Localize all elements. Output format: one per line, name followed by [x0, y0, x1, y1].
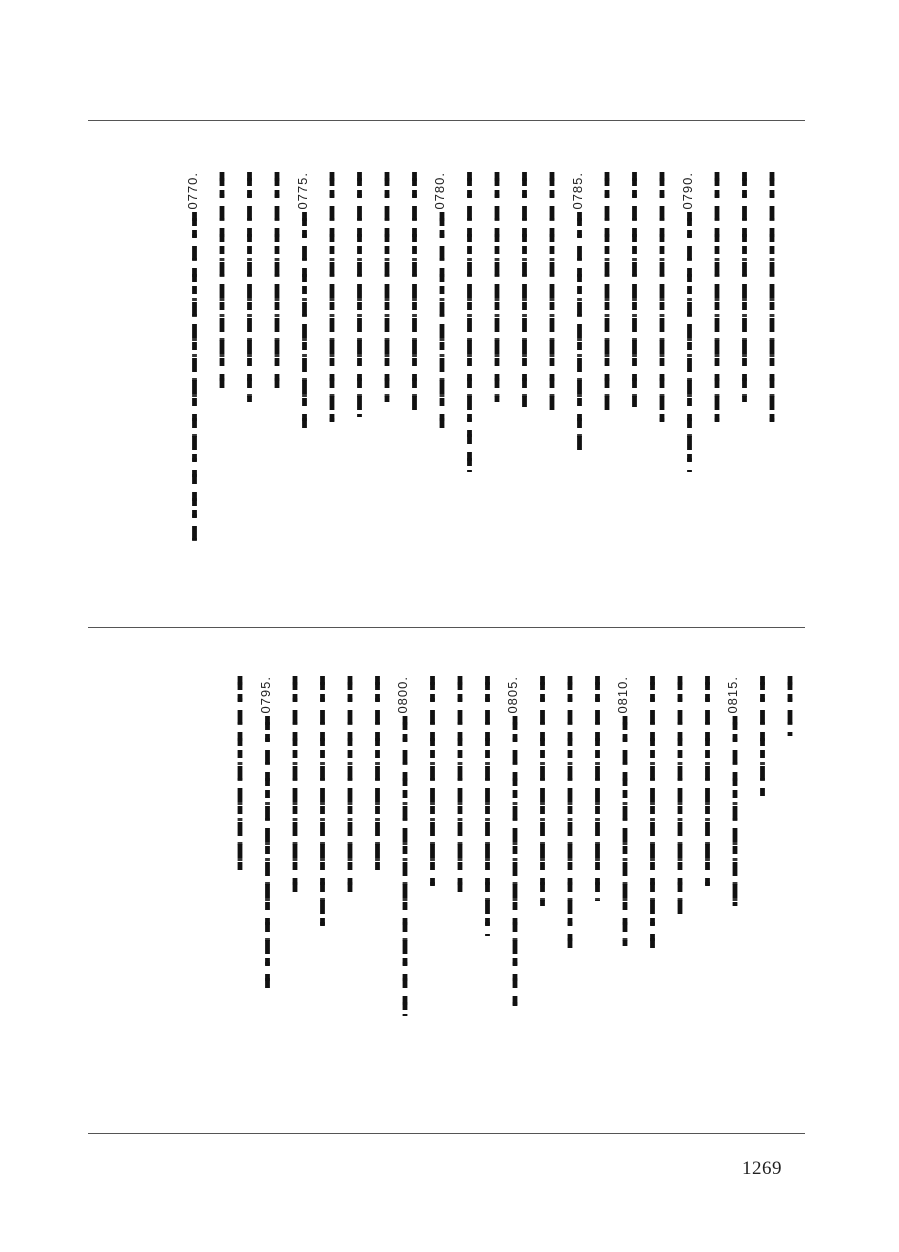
mongolian-script-line [242, 172, 258, 402]
mongolian-script-line [682, 212, 698, 472]
script-glyphs [407, 172, 423, 412]
mongolian-script-line [709, 172, 725, 422]
script-glyphs [782, 676, 798, 736]
mongolian-script-line [544, 172, 560, 412]
mongolian-script-line [517, 172, 533, 407]
mongolian-script-line [324, 172, 340, 422]
bottom-rule [88, 1133, 805, 1134]
script-glyphs [562, 676, 578, 956]
line-number: 0810. [615, 676, 630, 714]
mongolian-script-line [507, 716, 523, 1006]
mongolian-script-line [434, 212, 450, 432]
script-glyphs [544, 172, 560, 412]
script-glyphs [269, 172, 285, 392]
script-glyphs [379, 172, 395, 402]
upper-text-block [90, 168, 790, 498]
line-number: 0800. [395, 676, 410, 714]
mongolian-script-line [315, 676, 331, 926]
script-glyphs [727, 716, 743, 906]
script-glyphs [737, 172, 753, 402]
mongolian-script-line [727, 716, 743, 906]
line-number: 0805. [505, 676, 520, 714]
mongolian-script-line [755, 676, 771, 796]
script-glyphs [627, 172, 643, 407]
lower-text-block [90, 672, 790, 1002]
mongolian-script-line [700, 676, 716, 886]
script-glyphs [517, 172, 533, 407]
mongolian-script-line [407, 172, 423, 412]
mongolian-script-line [462, 172, 478, 472]
mongolian-script-line [782, 676, 798, 736]
mongolian-script-line [764, 172, 780, 422]
script-glyphs [287, 676, 303, 896]
mongolian-script-line [737, 172, 753, 402]
line-number: 0795. [257, 676, 273, 714]
top-rule [88, 120, 805, 121]
script-glyphs [672, 676, 688, 916]
mongolian-script-line [232, 676, 248, 876]
script-glyphs [425, 676, 441, 886]
script-glyphs [187, 212, 203, 542]
mongolian-script-line [562, 676, 578, 956]
script-glyphs [489, 172, 505, 402]
script-glyphs [260, 716, 276, 996]
line-number: 0815. [725, 676, 740, 714]
mongolian-script-line [397, 716, 413, 1016]
page-number: 1269 [742, 1158, 782, 1179]
mongolian-script-line [645, 676, 661, 956]
script-glyphs [214, 172, 230, 392]
mongolian-script-line [370, 676, 386, 871]
script-glyphs [480, 676, 496, 936]
line-number: 0775. [294, 172, 310, 210]
line-number: 0785. [569, 172, 585, 210]
script-glyphs [764, 172, 780, 422]
script-glyphs [352, 172, 368, 417]
mongolian-script-line [535, 676, 551, 906]
mongolian-script-line [214, 172, 230, 392]
script-glyphs [507, 716, 523, 1006]
mongolian-script-line [599, 172, 615, 412]
mongolian-script-line [572, 212, 588, 452]
line-number: 0770. [184, 172, 200, 210]
script-glyphs [462, 172, 478, 472]
mongolian-script-line [379, 172, 395, 402]
line-number: 0790. [679, 172, 695, 210]
script-glyphs [590, 676, 606, 901]
mongolian-script-line [260, 716, 276, 996]
script-glyphs [755, 676, 771, 796]
script-glyphs [324, 172, 340, 422]
mongolian-script-line [352, 172, 368, 417]
script-glyphs [535, 676, 551, 906]
script-glyphs [370, 676, 386, 871]
mongolian-script-line [187, 212, 203, 542]
script-glyphs [617, 716, 633, 946]
script-glyphs [599, 172, 615, 412]
mongolian-script-line [480, 676, 496, 936]
mongolian-script-line [342, 676, 358, 896]
mongolian-script-line [287, 676, 303, 896]
script-glyphs [397, 716, 413, 1016]
script-glyphs [315, 676, 331, 926]
script-glyphs [700, 676, 716, 886]
line-number: 0780. [432, 172, 447, 210]
script-glyphs [452, 676, 468, 896]
script-glyphs [297, 212, 313, 432]
mongolian-script-line [297, 212, 313, 432]
mongolian-script-line [590, 676, 606, 901]
script-glyphs [654, 172, 670, 422]
mongolian-script-line [452, 676, 468, 896]
script-glyphs [682, 212, 698, 472]
script-glyphs [709, 172, 725, 422]
mongolian-script-line [654, 172, 670, 422]
mongolian-script-line [672, 676, 688, 916]
mongolian-script-line [269, 172, 285, 392]
middle-rule [88, 627, 805, 628]
script-glyphs [242, 172, 258, 402]
mongolian-script-line [425, 676, 441, 886]
mongolian-script-line [627, 172, 643, 407]
script-glyphs [572, 212, 588, 452]
mongolian-script-line [617, 716, 633, 946]
script-glyphs [645, 676, 661, 956]
script-glyphs [232, 676, 248, 876]
script-glyphs [342, 676, 358, 896]
script-glyphs [434, 212, 450, 432]
mongolian-script-line [489, 172, 505, 402]
